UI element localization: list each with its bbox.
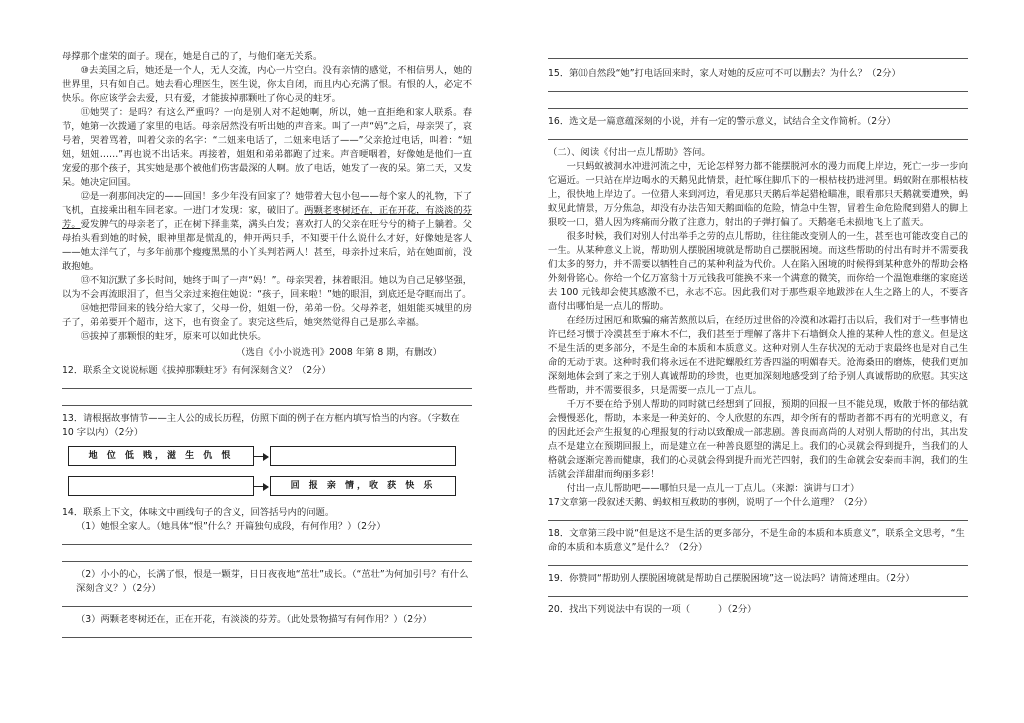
- flow-box-3: 回 报 亲 情，收 获 快 乐: [270, 476, 456, 496]
- flow-box-4-blank[interactable]: [68, 476, 254, 496]
- question-20-points: ）（2分）: [718, 604, 757, 615]
- answer-line[interactable]: [62, 551, 472, 562]
- flow-diagram: [62, 444, 472, 500]
- answer-line[interactable]: [548, 81, 968, 92]
- question-14: 14．联系上下文，体味文中画线句子的含义，回答括号内的问题。: [62, 507, 335, 518]
- left-column: [62, 50, 472, 644]
- paragraph-text: ⑪她哭了：是吗？有这么严重吗？一向是别人对不起她啊，所以，她一直拒绝和家人联系。春节，她第一次拨通了家里的电话。母亲居然没有听出她的声音来。叫了一声“妈”之后，母亲哭了，哀号着，哭着骂着，叫着父亲的名字：“二妞来电话了，二妞来电话了——”父亲抢过电话，叫着：“妞妞，妞妞……”再也说不出话来。再接着，姐姐和弟弟都跑了过来。声音哽咽着，好像她是他们一直宠爱的那个孩子，其实她是那个被他们伤害最深的人啊。: [62, 107, 472, 174]
- section-heading: （二）、阅读《付出一点儿帮助》答问。: [548, 147, 711, 158]
- source-citation: （选自《小小说选刊》2008 年第 8 期，有删改）: [236, 347, 442, 358]
- paragraph: ⑭她把带回来的钱分给大家了，父母一份，姐姐一份，弟弟一份。父母养老，姐姐能买城里的房子了，弟弟要开个超市，这下，也有资金了。衷完这些后，她突然觉得自己是那么幸福。: [62, 303, 472, 328]
- paragraph: 在经历过困厄和欺骗的痛苦熬煎以后，在经历过世俗的冷漠和冰霜打击以后，我们对于一些事情也许已经习惯于冷漠甚至于麻木不仁，我们甚至于理解了落井下石墙倒众人推的某种人性的意义。但是这不是生活的更多部分，不是生命的本质和本质意义。这种对别人生存状况的无动于衷最终也是对自己生命的无动于衷。这种时我们将永远在不进陀螺般红芳香四溢的明媚春天。沧海桑田的磨炼，使我们更加深刻地体会到了来之于别人真诚帮助的珍贵，也更加深刻地感受到了给予别人真诚帮助的欣慰。其实这些帮助，并不需要很多，只是需要一点儿一丁点儿。: [548, 315, 968, 396]
- answer-line[interactable]: [62, 596, 472, 607]
- answer-line[interactable]: [548, 510, 968, 521]
- right-column: [548, 62, 968, 617]
- question-18: 18．文章第三段中说“但是这不是生活的更多部分，不是生命的本质和本质意义”，联系全文思考，“生命的本质和本质意义”是什么？（2分）: [548, 528, 965, 553]
- question-14-3: （3）两颗老枣树还在，正在开花，有淡淡的芬芳。（此处景物描写有何作用？）（2分）: [76, 614, 432, 625]
- question-19: 19．你赞同“帮助别人摆脱困境就是帮助自己摆脱困境”这一说法吗？请简述理由。（2分）: [548, 573, 915, 584]
- answer-line[interactable]: [62, 395, 472, 406]
- question-17: 17文章第一段叙述天鹅、蚂蚁相互救助的事例，说明了一个什么道理？（2分）: [548, 497, 873, 508]
- question-20-text: 20．找出下列说法中有误的一项（: [548, 604, 690, 615]
- underlined-sentence: 两颗老枣树还在，正在开花，有淡淡的芬芳。: [62, 205, 472, 230]
- paragraph: [62, 106, 472, 190]
- question-14-2: （2）小小的心，长满了恨，恨是一颗芽，日日夜夜地“茁壮”成长。（“茁壮”为何加引号？有什么深刻含义？）（2分）: [76, 569, 469, 594]
- answer-line[interactable]: [548, 48, 968, 59]
- question-20: [548, 603, 968, 617]
- flow-box-1: 地 位 低 贱，滋 生 仇 恨: [68, 446, 254, 466]
- paragraph-text: ⑫是一刹那间决定的——回国！多少年没有回家了？她带着大包小包——每个家人的礼物，下了飞机，直接乘出租车回老家。一进门才发现：家，破旧了。: [62, 191, 472, 216]
- flow-box-2-blank[interactable]: [270, 446, 456, 466]
- answer-line[interactable]: [548, 129, 968, 140]
- question-16: 16．选文是一篇意蕴深刻的小说，并有一定的警示意义，试结合全文作简析。（2分）: [548, 116, 896, 127]
- paragraph-text: 放了电话，她发了一夜的呆。第二天，又发呆。她决定回国。: [62, 163, 472, 188]
- question-14-1: （1）她恨全家人。（她具体“恨”什么？开篇独句成段，有何作用？）（2分）: [76, 521, 386, 532]
- question-13: 13．请根据故事情节——主人公的成长历程，仿照下面的例子在方框内填写恰当的内容。（字数在 10 字以内）（2分）: [62, 413, 460, 438]
- paragraph: ⑮拔掉了那颗恨的蛀牙，原来可以如此快乐。: [80, 331, 267, 342]
- answer-line[interactable]: [62, 534, 472, 545]
- paragraph: 一只蚂蚁被洞水冲进河流之中，无论怎样努力都不能摆脱河水的漫力而爬上岸边，死亡一步一步向它逼近。一只站在岸边喝水的天鹅见此情景，赶忙啄住脚爪下的一根枯枝扔进河里。蚂蚁附在那根枯枝上，很快地上岸边了。一位猎人来到河边，看见那只天鹅后举起猎枪瞄准，眼看那只天鹅就要遭殃，蚂蚁见此情景，万分焦急，却没有办法告知天鹅面临的危险，情急中生智，冒着生命危险爬到猎人的脚上狠咬一口，猎人因为疼痛而分散了注意力，射出的子弹打偏了。天鹅毫毛未损地飞上了蓝天。: [548, 161, 968, 228]
- paragraph: ⑬不知沉默了多长时间，她终于叫了一声“妈！”。母亲哭着，抹着眼泪。她以为自己足够坚强，以为不会再流眼泪了，但当父亲过来抱住她说：“孩子，回来啦！”她的眼泪，到底还是夺眶而出了。: [62, 275, 472, 300]
- paragraph-text: 爱发脾气的母亲老了，正在树下择韭菜，满头白发；喜欢打人的父亲在旺兮兮的椅子上躺着。父母抬头看到她的时候，眼神里都是慌乱的，伸开两只手，不知要干什么说什么才好，好像她是客人——她太洋气了，与多年前那个瘦瘦黑黑的小丫头判若两人！甚至，母亲扑过来后，站在她面前，没敢抱她。: [62, 219, 472, 272]
- paragraph: 千万不要在给予别人帮助的同时就已经想到了回报，预期的回报一旦不能兑现，败散于怀的郁结就会慢慢恶化，帮助，本来是一种美好的、令人欣慰的东西，却令所有的帮助者都不再有的光明意义，有的因此还会产生报复的心理报复的行动以致酿成一部悲剧。善良而高尚的人对别人帮助的付出，其出发点不是建立在预期回报上，而是建立在一种善良愿望的满足上。我们的心灵就会得到提升，当我们的人格就会逐渐完善而健康，我们的心灵就会得到提升而光芒四射，我们的生命就会安泰而丰润，我们的生活就会洋甜甜而绚丽多彩！: [548, 399, 968, 480]
- paragraph: ⑩去美国之后，她还是一个人，无人交流，内心一片空白。没有亲情的感觉，不相信男人，她的世界里，只有如自己。她去看心理医生，医生说，你太自闭，而且内心充满了恨。有恨的人，必定不快乐。你应该学会去爱，只有爱，才能拔掉那颗吐了你心灵的蛀牙。: [62, 65, 472, 104]
- question-15: 15．第⑾自然段“她”打电话回来时，家人对她的反应可不可以删去？为什么？（2分）: [548, 68, 901, 79]
- paragraph: 付出一点儿帮助吧——哪怕只是一点儿一丁点儿。（来源：演讲与口才）: [566, 483, 860, 494]
- answer-line[interactable]: [62, 378, 472, 389]
- answer-line[interactable]: [548, 555, 968, 566]
- answer-line[interactable]: [548, 586, 968, 597]
- answer-line[interactable]: [548, 98, 968, 109]
- paragraph: 母撑那个虚荣的面子。现在，她是自己的了，与他们毫无关系。: [62, 51, 323, 62]
- answer-line[interactable]: [62, 627, 472, 638]
- question-12: 12．联系全文说说标题《拔掉那颗蛀牙》有何深刻含义？（2分）: [62, 365, 331, 376]
- paragraph: 很多时候，我们对别人付出举手之劳的点儿帮助，往往能改变别人的一生，甚至也可能改变自己的一生。从某种意义上说，帮助别人摆脱困境就是帮助自己摆脱困境。而这些帮助的付出有时并不需要我们太多的努力，并不需要以牺牲自己的某种利益为代价。人在陷入困境的时候得到某种意外的帮助会格外刻骨铭心。你给一个亿万富翁十万元钱我可能换不来一个满意的微笑，而你给一个温饱难继的家庭送去 100 元钱却会使其感激不已，永志不忘。因此我们对于那些艰辛地跋涉在人生之路上的人，不要吝啬付出哪怕是一点儿的帮助。: [548, 231, 968, 312]
- arrow-right-icon: [254, 486, 268, 487]
- paragraph: [62, 190, 472, 274]
- arrow-right-icon: [254, 456, 268, 457]
